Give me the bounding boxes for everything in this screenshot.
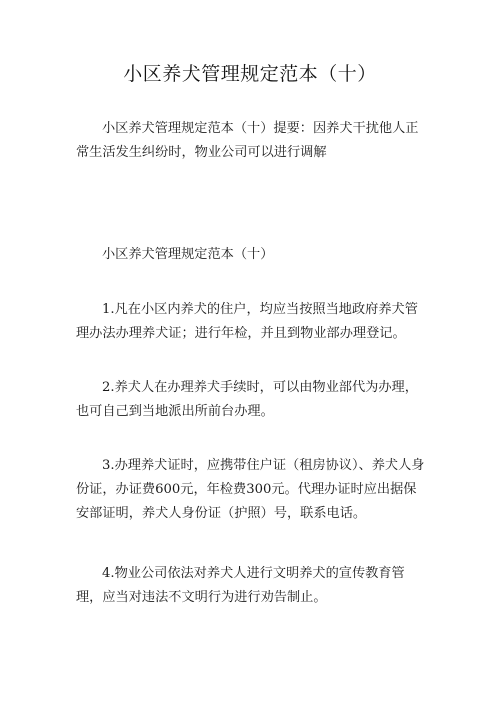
- section-subtitle: 小区养犬管理规定范本（十）: [102, 247, 274, 262]
- rule-item-3: 3.办理养犬证时，应携带住户证（租房协议）、养犬人身份证，办证费600元，年检费300元。代理办证时应出据保安部证明，养犬人身份证（护照）号，联系电话。: [76, 458, 425, 521]
- rule-item-4: 4.物业公司依法对养犬人进行文明养犬的宣传教育管理，应当对违法不文明行为进行劝告制止。: [76, 566, 405, 605]
- page-title: 小区养犬管理规定范本（十）: [123, 63, 377, 85]
- summary-paragraph: 小区养犬管理规定范本（十）提要：因养犬干扰他人正常生活发生纠纷时，物业公司可以进行调解: [76, 121, 419, 160]
- rule-item-1: 1.凡在小区内养犬的住户，均应当按照当地政府养犬管理办法办理养犬证；进行年检，并且到物业部办理登记。: [76, 302, 418, 341]
- rule-item-2: 2.养犬人在办理养犬手续时，可以由物业部代为办理，也可自己到当地派出所前台办理。: [76, 380, 418, 419]
